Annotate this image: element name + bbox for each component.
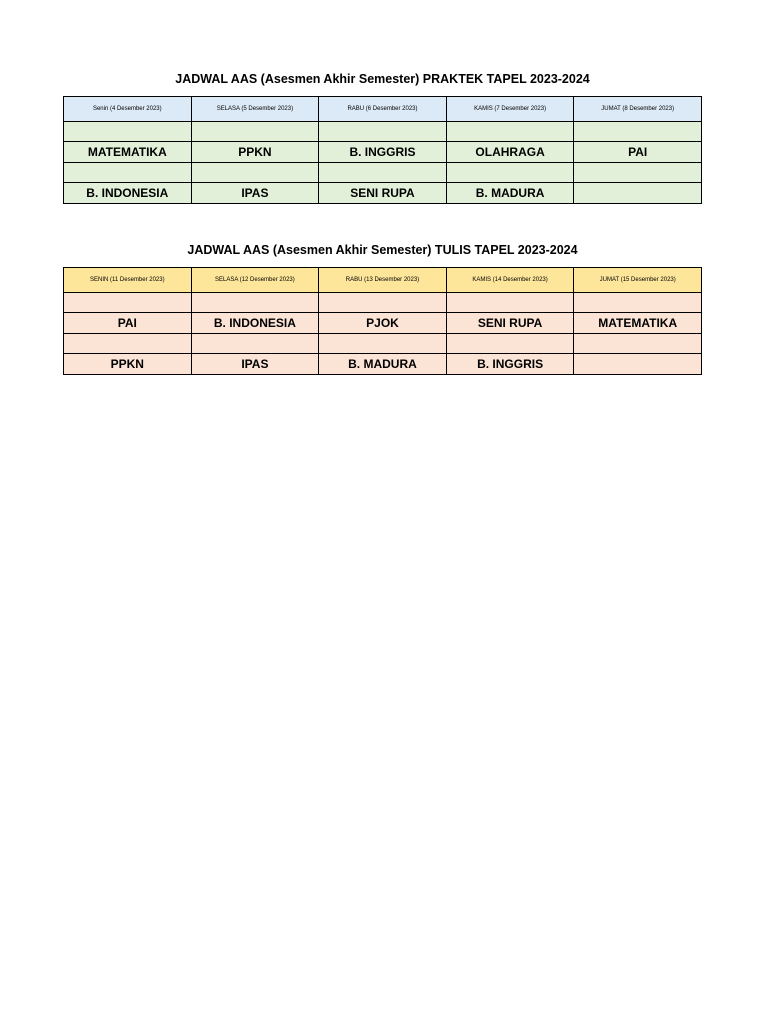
empty-cell <box>64 122 192 142</box>
empty-cell <box>64 334 192 354</box>
subject-cell: OLAHRAGA <box>446 142 574 163</box>
empty-row <box>64 293 702 313</box>
day-header-cell: JUMAT (15 Desember 2023) <box>574 268 702 293</box>
empty-cell <box>319 122 447 142</box>
empty-cell <box>191 293 319 313</box>
subject-cell: PPKN <box>191 142 319 163</box>
empty-cell <box>574 334 702 354</box>
day-header-cell: SENIN (11 Desember 2023) <box>64 268 192 293</box>
day-header-cell: Senin (4 Desember 2023) <box>64 97 192 122</box>
empty-cell <box>191 334 319 354</box>
subject-cell: PJOK <box>319 313 447 334</box>
subject-row <box>64 313 702 334</box>
subject-cell <box>574 183 702 204</box>
subject-cell: B. INDONESIA <box>191 313 319 334</box>
schedule-title: JADWAL AAS (Asesmen Akhir Semester) TULIS TAPEL 2023-2024 <box>187 243 578 257</box>
empty-cell <box>574 163 702 183</box>
day-header-cell: KAMIS (14 Desember 2023) <box>446 268 574 293</box>
empty-cell <box>319 334 447 354</box>
day-header-cell: RABU (13 Desember 2023) <box>319 268 447 293</box>
empty-cell <box>319 163 447 183</box>
day-header-cell: JUMAT (8 Desember 2023) <box>574 97 702 122</box>
empty-cell <box>319 293 447 313</box>
subject-cell: B. INGGRIS <box>446 354 574 375</box>
day-header-cell: KAMIS (7 Desember 2023) <box>446 97 574 122</box>
subject-cell: MATEMATIKA <box>64 142 192 163</box>
subject-row <box>64 183 702 204</box>
empty-row <box>64 122 702 142</box>
subject-cell: B. MADURA <box>446 183 574 204</box>
subject-cell: MATEMATIKA <box>574 313 702 334</box>
day-header-row <box>64 268 702 293</box>
empty-row <box>64 334 702 354</box>
empty-cell <box>191 163 319 183</box>
empty-row <box>64 163 702 183</box>
subject-cell: B. MADURA <box>319 354 447 375</box>
schedule-table <box>63 96 702 204</box>
subject-cell: SENI RUPA <box>446 313 574 334</box>
empty-cell <box>574 122 702 142</box>
subject-row <box>64 354 702 375</box>
day-header-cell: SELASA (12 Desember 2023) <box>191 268 319 293</box>
schedule-tulis <box>63 241 702 375</box>
empty-cell <box>574 293 702 313</box>
empty-cell <box>446 122 574 142</box>
empty-cell <box>446 163 574 183</box>
schedule-praktek <box>63 70 702 204</box>
schedule-table <box>63 267 702 375</box>
subject-cell: PPKN <box>64 354 192 375</box>
empty-cell <box>446 334 574 354</box>
subject-cell: B. INGGRIS <box>319 142 447 163</box>
subject-cell: B. INDONESIA <box>64 183 192 204</box>
subject-cell <box>574 354 702 375</box>
empty-cell <box>446 293 574 313</box>
empty-cell <box>191 122 319 142</box>
subject-cell: IPAS <box>191 354 319 375</box>
empty-cell <box>64 293 192 313</box>
subject-cell: IPAS <box>191 183 319 204</box>
day-header-cell: RABU (6 Desember 2023) <box>319 97 447 122</box>
subject-cell: PAI <box>574 142 702 163</box>
empty-cell <box>64 163 192 183</box>
subject-row <box>64 142 702 163</box>
day-header-cell: SELASA (5 Desember 2023) <box>191 97 319 122</box>
schedule-title: JADWAL AAS (Asesmen Akhir Semester) PRAKTEK TAPEL 2023-2024 <box>175 72 590 86</box>
day-header-row <box>64 97 702 122</box>
subject-cell: SENI RUPA <box>319 183 447 204</box>
subject-cell: PAI <box>64 313 192 334</box>
